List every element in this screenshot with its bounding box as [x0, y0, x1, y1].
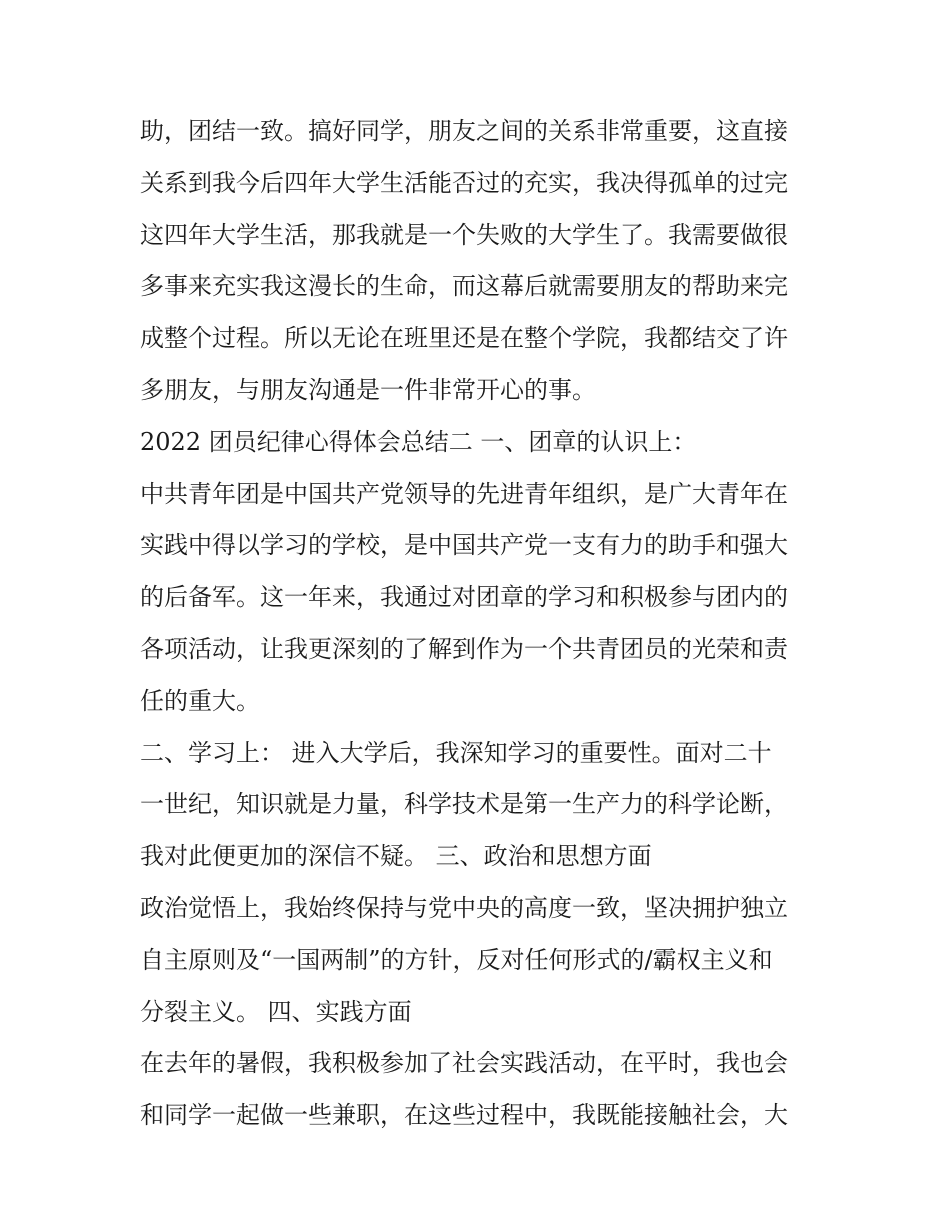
text-line: 和同学一起做一些兼职，在这些过程中，我既能接触社会，大 — [140, 1101, 788, 1130]
text-line: 中共青年团是中国共产党领导的先进青年组织，是广大青年在 — [140, 479, 788, 508]
body-text — [140, 106, 830, 1142]
text-line: 分裂主义。 四、实践方面 — [140, 997, 412, 1026]
text-line: 助，团结一致。搞好同学，朋友之间的关系非常重要，这直接 — [140, 117, 788, 145]
text-line: 的后备军。这一年来，我通过对团章的学习和积极参与团内的 — [140, 583, 788, 612]
text-line: 实践中得以学习的学校，是中国共产党一支有力的助手和强大 — [140, 531, 788, 560]
text-line: 自主原则及“一国两制”的方针，反对任何形式的/霸权主义和 — [140, 945, 773, 974]
text-line: 关系到我今后四年大学生活能否过的充实，我决得孤单的过完 — [140, 168, 788, 197]
text-line: 多事来充实我这漫长的生命，而这幕后就需要朋友的帮助来完 — [140, 272, 788, 301]
text-line: 二、学习上： 进入大学后，我深知学习的重要性。面对二十 — [140, 738, 772, 767]
text-line: 任的重大。 — [140, 686, 260, 715]
text-line: 这四年大学生活，那我就是一个失败的大学生了。我需要做很 — [140, 220, 788, 249]
text-line: 各项活动，让我更深刻的了解到作为一个共青团员的光荣和责 — [140, 634, 788, 663]
text-line: 多朋友，与朋友沟通是一件非常开心的事。 — [140, 375, 596, 404]
text-line: 成整个过程。所以无论在班里还是在整个学院，我都结交了许 — [140, 324, 788, 353]
section-heading: 2022 团员纪律心得体会总结二 一、团章的认识上： — [140, 427, 697, 456]
text-line: 在去年的暑假，我积极参加了社会实践活动，在平时，我也会 — [140, 1049, 788, 1078]
text-line: 我对此便更加的深信不疑。 三、政治和思想方面 — [140, 842, 652, 871]
text-line: 一世纪，知识就是力量，科学技术是第一生产力的科学论断， — [140, 790, 788, 819]
text-line: 政治觉悟上，我始终保持与党中央的高度一致，坚决拥护独立 — [140, 893, 788, 922]
